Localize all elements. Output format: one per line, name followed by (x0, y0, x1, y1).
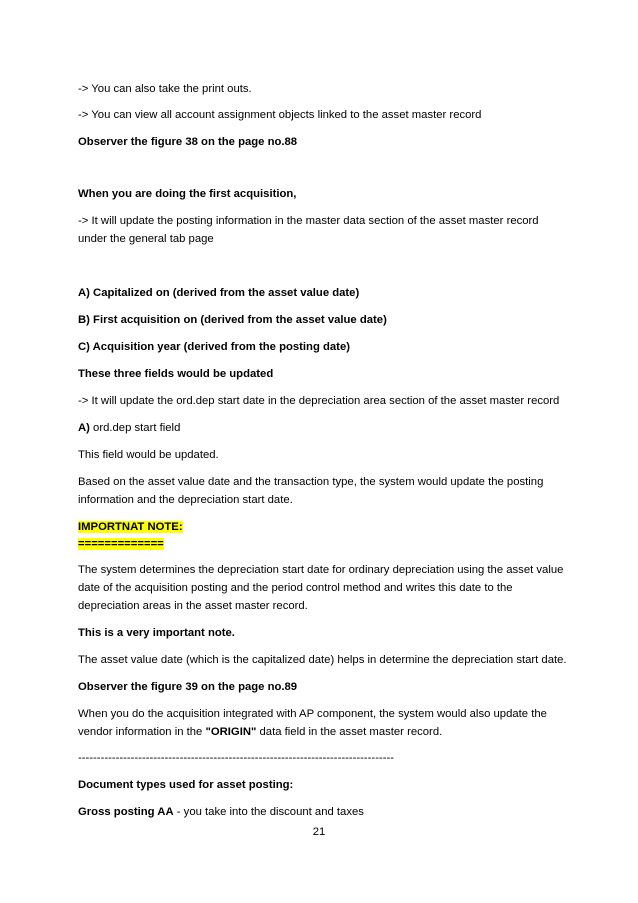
bullet-ord-dep-start: -> It will update the ord.dep start date in the depreciation area section of the asset master record (78, 395, 560, 407)
important-note-rule: ============= (78, 538, 164, 550)
figure-reference-38: Observer the figure 38 on the page no.88 (78, 136, 298, 148)
ap-text-end: data field in the asset master record. (256, 726, 443, 738)
gross-posting-label: Gross posting AA (78, 806, 174, 818)
important-note-underline (78, 535, 568, 553)
first-acquisition-heading: When you are doing the first acquisition, (78, 188, 297, 200)
field-acquisition-year: C) Acquisition year (derived from the posting date) (78, 341, 350, 353)
important-note-heading (78, 518, 568, 536)
ap-text-start: When you do the acquisition integrated with AP component, the system would also update the vendor information in the (78, 708, 547, 738)
very-important-note: This is a very important note. (78, 627, 235, 639)
asset-value-date-paragraph: Based on the asset value date and the transaction type, the system would update the posting information and the depreciation start date. (78, 476, 544, 506)
document-types-heading: Document types used for asset posting: (78, 779, 294, 791)
figure-reference-39: Observer the figure 39 on the page no.89 (78, 681, 298, 693)
field-updated-text: This field would be updated. (78, 449, 219, 461)
gross-posting-line (78, 803, 568, 821)
item-label-a: A) (78, 422, 90, 434)
three-fields-note: These three fields would be updated (78, 368, 274, 380)
origin-field-name: "ORIGIN" (205, 726, 257, 738)
field-first-acquisition-on: B) First acquisition on (derived from the asset value date) (78, 314, 387, 326)
capitalized-date-paragraph: The asset value date (which is the capitalized date) helps in determine the depreciation start date. (78, 654, 567, 666)
page-number: 21 (312, 826, 326, 838)
field-capitalized-on: A) Capitalized on (derived from the asset value date) (78, 287, 360, 299)
bullet-posting-information: -> It will update the posting information in the master data section of the asset master record under the general tab page (78, 215, 539, 245)
gross-posting-text: - you take into the discount and taxes (173, 806, 364, 818)
bullet-view-objects: -> You can view all account assignment objects linked to the asset master record (78, 109, 482, 121)
separator-line: ------------------------------------------------------------------------------------ (78, 752, 395, 764)
ord-dep-start-field (78, 419, 568, 437)
important-note-label: IMPORTNAT NOTE: (78, 521, 183, 533)
item-text: ord.dep start field (89, 422, 181, 434)
bullet-print-outs: -> You can also take the print outs. (78, 83, 252, 95)
depreciation-start-paragraph: The system determines the depreciation start date for ordinary depreciation using the asset value date of the acquisition posting and the period control method and writes this date to the depreciation areas in the asset master record. (78, 564, 564, 612)
ap-integration-paragraph (78, 705, 568, 741)
